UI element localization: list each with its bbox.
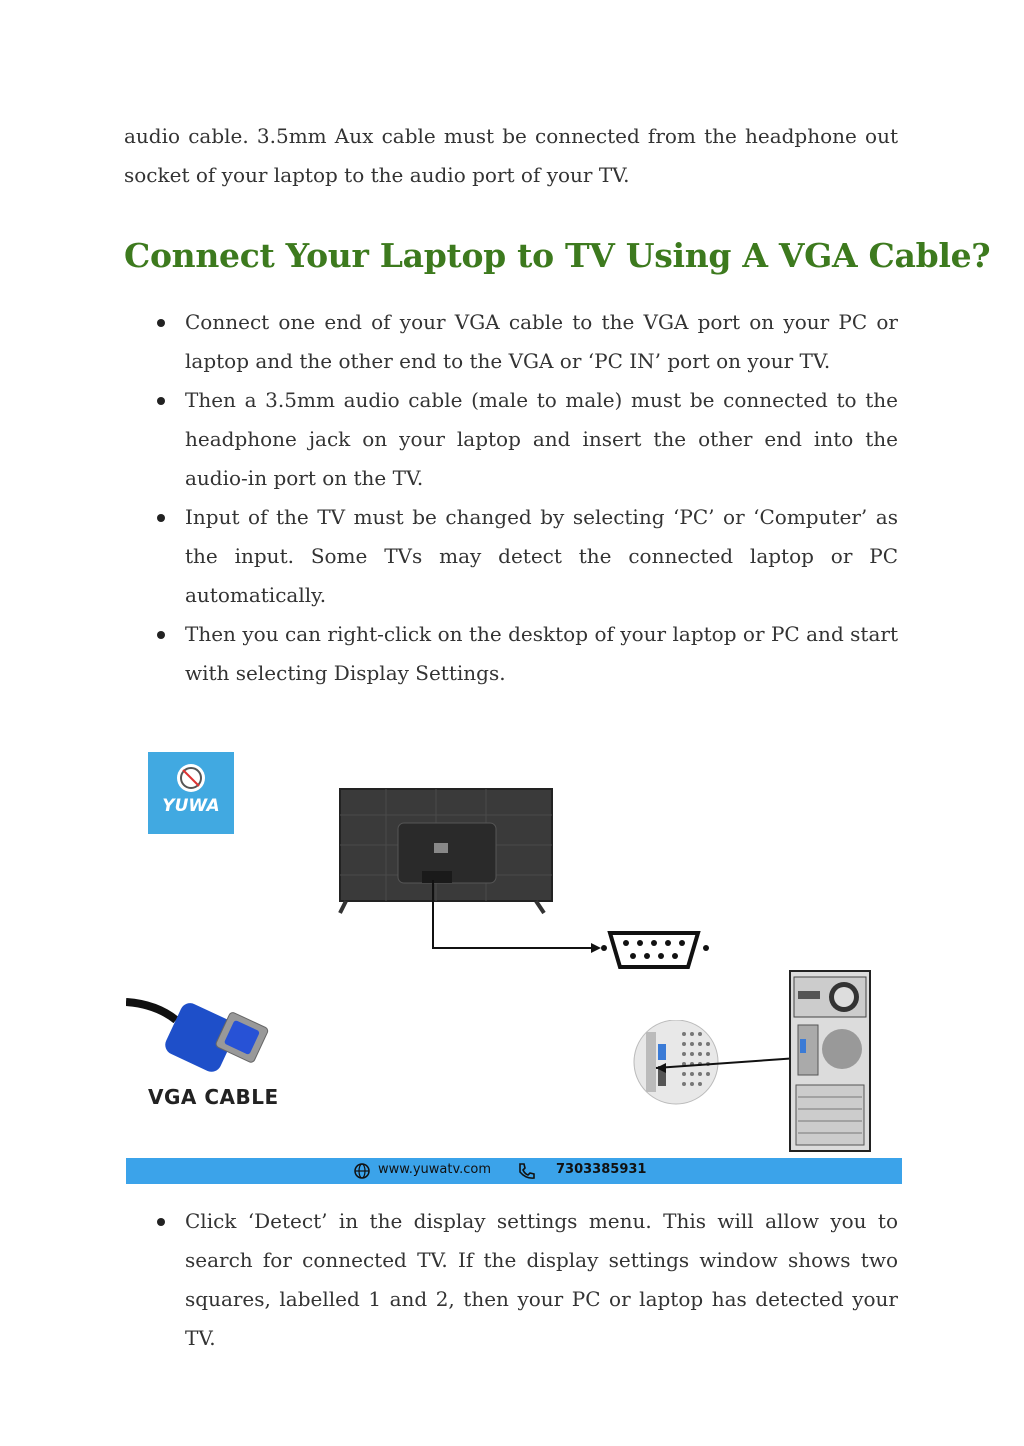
tv-logo-icon [148, 758, 234, 798]
bullet-icon [157, 514, 165, 522]
bullet-list-top [124, 303, 898, 693]
footer-url: www.yuwatv.com [378, 1162, 492, 1177]
list-item: Input of the TV must be changed by selecting ‘PC’ or ‘Computer’ as the input. Some TVs may detect the connected laptop or PC automatically. [124, 498, 898, 615]
list-item: Then a 3.5mm audio cable (male to male) must be connected to the headphone jack on your laptop and insert the other end into the audio-in port on the TV. [124, 381, 898, 498]
port-closeup-image [628, 1020, 808, 1110]
intro-paragraph: audio cable. 3.5mm Aux cable must be connected from the headphone out socket of your laptop to the audio port of your TV. [124, 124, 898, 187]
bullet-icon [157, 631, 165, 639]
vga-connection-diagram [126, 745, 902, 1185]
vga-cable-caption: VGA CABLE [148, 1085, 279, 1109]
figure-footer-bar [126, 1158, 902, 1184]
phone-icon [516, 1161, 536, 1181]
globe-icon [354, 1163, 370, 1179]
list-item: Connect one end of your VGA cable to the VGA port on your PC or laptop and the other end to the VGA or ‘PC IN’ port on your TV. [124, 303, 898, 381]
bullet-icon [157, 319, 165, 327]
list-item: Click ‘Detect’ in the display settings menu. This will allow you to search for connected TV. If the display settings window shows two squares, labelled 1 and 2, then your PC or laptop has detected your TV. [124, 1202, 898, 1358]
yuwa-logo [148, 752, 234, 834]
bullet-icon [157, 1218, 165, 1226]
bullet-icon [157, 397, 165, 405]
list-item: Then you can right-click on the desktop of your laptop or PC and start with selecting Display Settings. [124, 615, 898, 693]
section-heading: Connect Your Laptop to TV Using A VGA Cable? [124, 236, 991, 275]
footer-phone: 7303385931 [556, 1162, 647, 1177]
connection-arrow [416, 875, 716, 995]
logo-text: YUWA [162, 796, 220, 816]
bullet-list-bottom [124, 1202, 898, 1358]
pc-tower-image [788, 969, 872, 1153]
vga-cable-image [126, 990, 286, 1085]
